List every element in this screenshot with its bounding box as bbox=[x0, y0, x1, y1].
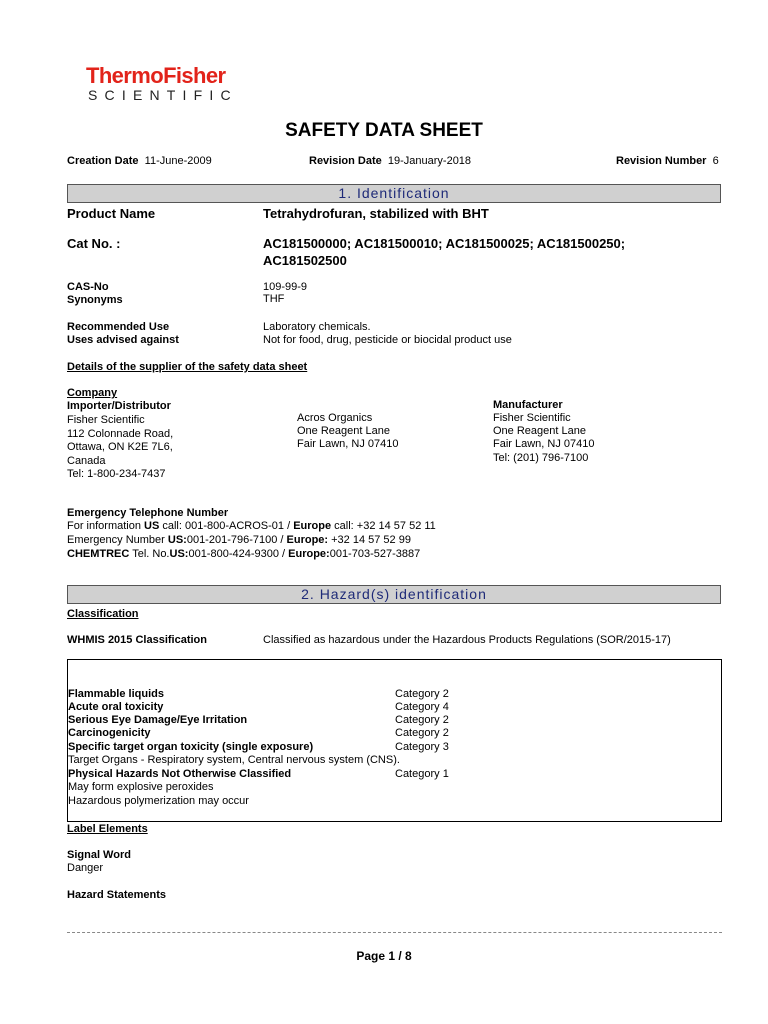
revision-number bbox=[616, 155, 719, 168]
creation-date-value: 11-June-2009 bbox=[144, 155, 212, 167]
cas-no-label: CAS-No bbox=[67, 281, 109, 293]
hazard-category: Category 2 bbox=[395, 714, 449, 726]
hazard-name: Serious Eye Damage/Eye Irritation bbox=[68, 714, 248, 726]
company-logo-wordmark: ThermoFisher bbox=[86, 63, 226, 88]
section-1-header: 1. Identification bbox=[67, 184, 721, 203]
page-number: Page 1 / 8 bbox=[356, 949, 412, 963]
synonyms-label: Synonyms bbox=[67, 294, 123, 306]
importer-address-line: 112 Colonnade Road, bbox=[67, 428, 174, 440]
physical-hazards-category: Category 1 bbox=[395, 768, 449, 780]
document-title: SAFETY DATA SHEET bbox=[285, 120, 483, 141]
hazard-note: Hazardous polymerization may occur bbox=[68, 795, 249, 807]
hazard-name: Carcinogenicity bbox=[68, 727, 151, 739]
emergency-info-line: For information US call: 001-800-ACROS-01 / Europe call: +32 14 57 52 11 bbox=[67, 520, 436, 532]
hazard-name: Acute oral toxicity bbox=[68, 701, 164, 713]
supplier-details-heading: Details of the supplier of the safety data sheet bbox=[67, 361, 308, 373]
hazard-note: May form explosive peroxides bbox=[68, 781, 214, 793]
target-organs-text: Target Organs - Respiratory system, Central nervous system (CNS). bbox=[68, 754, 400, 766]
manufacturer-address-line: Fisher Scientific bbox=[493, 412, 571, 424]
manufacturer-address-line: One Reagent Lane bbox=[493, 425, 586, 437]
product-name-label: Product Name bbox=[67, 206, 156, 221]
recommended-use-label: Recommended Use bbox=[67, 321, 170, 333]
revision-date bbox=[309, 155, 471, 168]
company-logo-subtitle: SCIENTIFIC bbox=[88, 87, 238, 103]
footer-divider bbox=[67, 932, 722, 933]
manufacturer-address-line: Fair Lawn, NJ 07410 bbox=[493, 438, 595, 450]
manufacturer-label: Manufacturer bbox=[493, 399, 563, 411]
company-label: Company bbox=[67, 387, 118, 399]
importer-phone: Tel: 1-800-234-7437 bbox=[67, 468, 166, 480]
whmis-value: Classified as hazardous under the Hazardous Products Regulations (SOR/2015-17) bbox=[263, 634, 671, 646]
classification-heading: Classification bbox=[67, 608, 139, 620]
revision-date-value: 19-January-2018 bbox=[387, 155, 472, 167]
section-2-header: 2. Hazard(s) identification bbox=[67, 585, 721, 604]
hazard-category: Category 2 bbox=[395, 727, 449, 739]
creation-date bbox=[67, 155, 212, 168]
acros-address-line: Acros Organics bbox=[297, 412, 373, 424]
physical-hazards-label: Physical Hazards Not Otherwise Classified bbox=[68, 768, 292, 780]
importer-address-line: Canada bbox=[67, 455, 106, 467]
signal-word-label: Signal Word bbox=[67, 849, 131, 861]
emergency-number-line: Emergency Number US:001-201-796-7100 / Europe: +32 14 57 52 99 bbox=[67, 534, 411, 546]
revision-number-value: 6 bbox=[712, 155, 719, 167]
cat-no-value-line2: AC181502500 bbox=[263, 253, 347, 268]
hazard-name: Flammable liquids bbox=[68, 688, 164, 700]
uses-advised-against-label: Uses advised against bbox=[67, 334, 179, 346]
acros-address-line: Fair Lawn, NJ 07410 bbox=[297, 438, 399, 450]
whmis-label: WHMIS 2015 Classification bbox=[67, 634, 207, 646]
recommended-use-value: Laboratory chemicals. bbox=[263, 321, 371, 333]
chemtrec-line: CHEMTREC Tel. No.US:001-800-424-9300 / Europe:001-703-527-3887 bbox=[67, 548, 421, 560]
hazard-name: Specific target organ toxicity (single exposure) bbox=[68, 741, 314, 753]
hazard-category: Category 3 bbox=[395, 741, 449, 753]
importer-address-line: Fisher Scientific bbox=[67, 414, 145, 426]
creation-date-label: Creation Date bbox=[67, 155, 139, 167]
synonyms-value: THF bbox=[263, 293, 285, 305]
importer-label: Importer/Distributor bbox=[67, 400, 171, 412]
acros-address-line: One Reagent Lane bbox=[297, 425, 390, 437]
product-name-value: Tetrahydrofuran, stabilized with BHT bbox=[263, 206, 489, 221]
emergency-heading: Emergency Telephone Number bbox=[67, 507, 229, 519]
hazard-category: Category 2 bbox=[395, 688, 449, 700]
cas-no-value: 109-99-9 bbox=[263, 281, 308, 293]
revision-date-label: Revision Date bbox=[309, 155, 382, 167]
cat-no-value-line1: AC181500000; AC181500010; AC181500025; AC181500250; bbox=[263, 236, 626, 251]
revision-number-label: Revision Number bbox=[616, 155, 707, 167]
manufacturer-phone: Tel: (201) 796-7100 bbox=[493, 452, 589, 464]
hazard-statements-label: Hazard Statements bbox=[67, 889, 167, 901]
uses-advised-against-value: Not for food, drug, pesticide or biocidal product use bbox=[263, 334, 512, 346]
label-elements-heading: Label Elements bbox=[67, 823, 148, 835]
signal-word-value: Danger bbox=[67, 862, 104, 874]
importer-address-line: Ottawa, ON K2E 7L6, bbox=[67, 441, 173, 453]
hazard-category: Category 4 bbox=[395, 701, 449, 713]
cat-no-label: Cat No. : bbox=[67, 236, 121, 251]
